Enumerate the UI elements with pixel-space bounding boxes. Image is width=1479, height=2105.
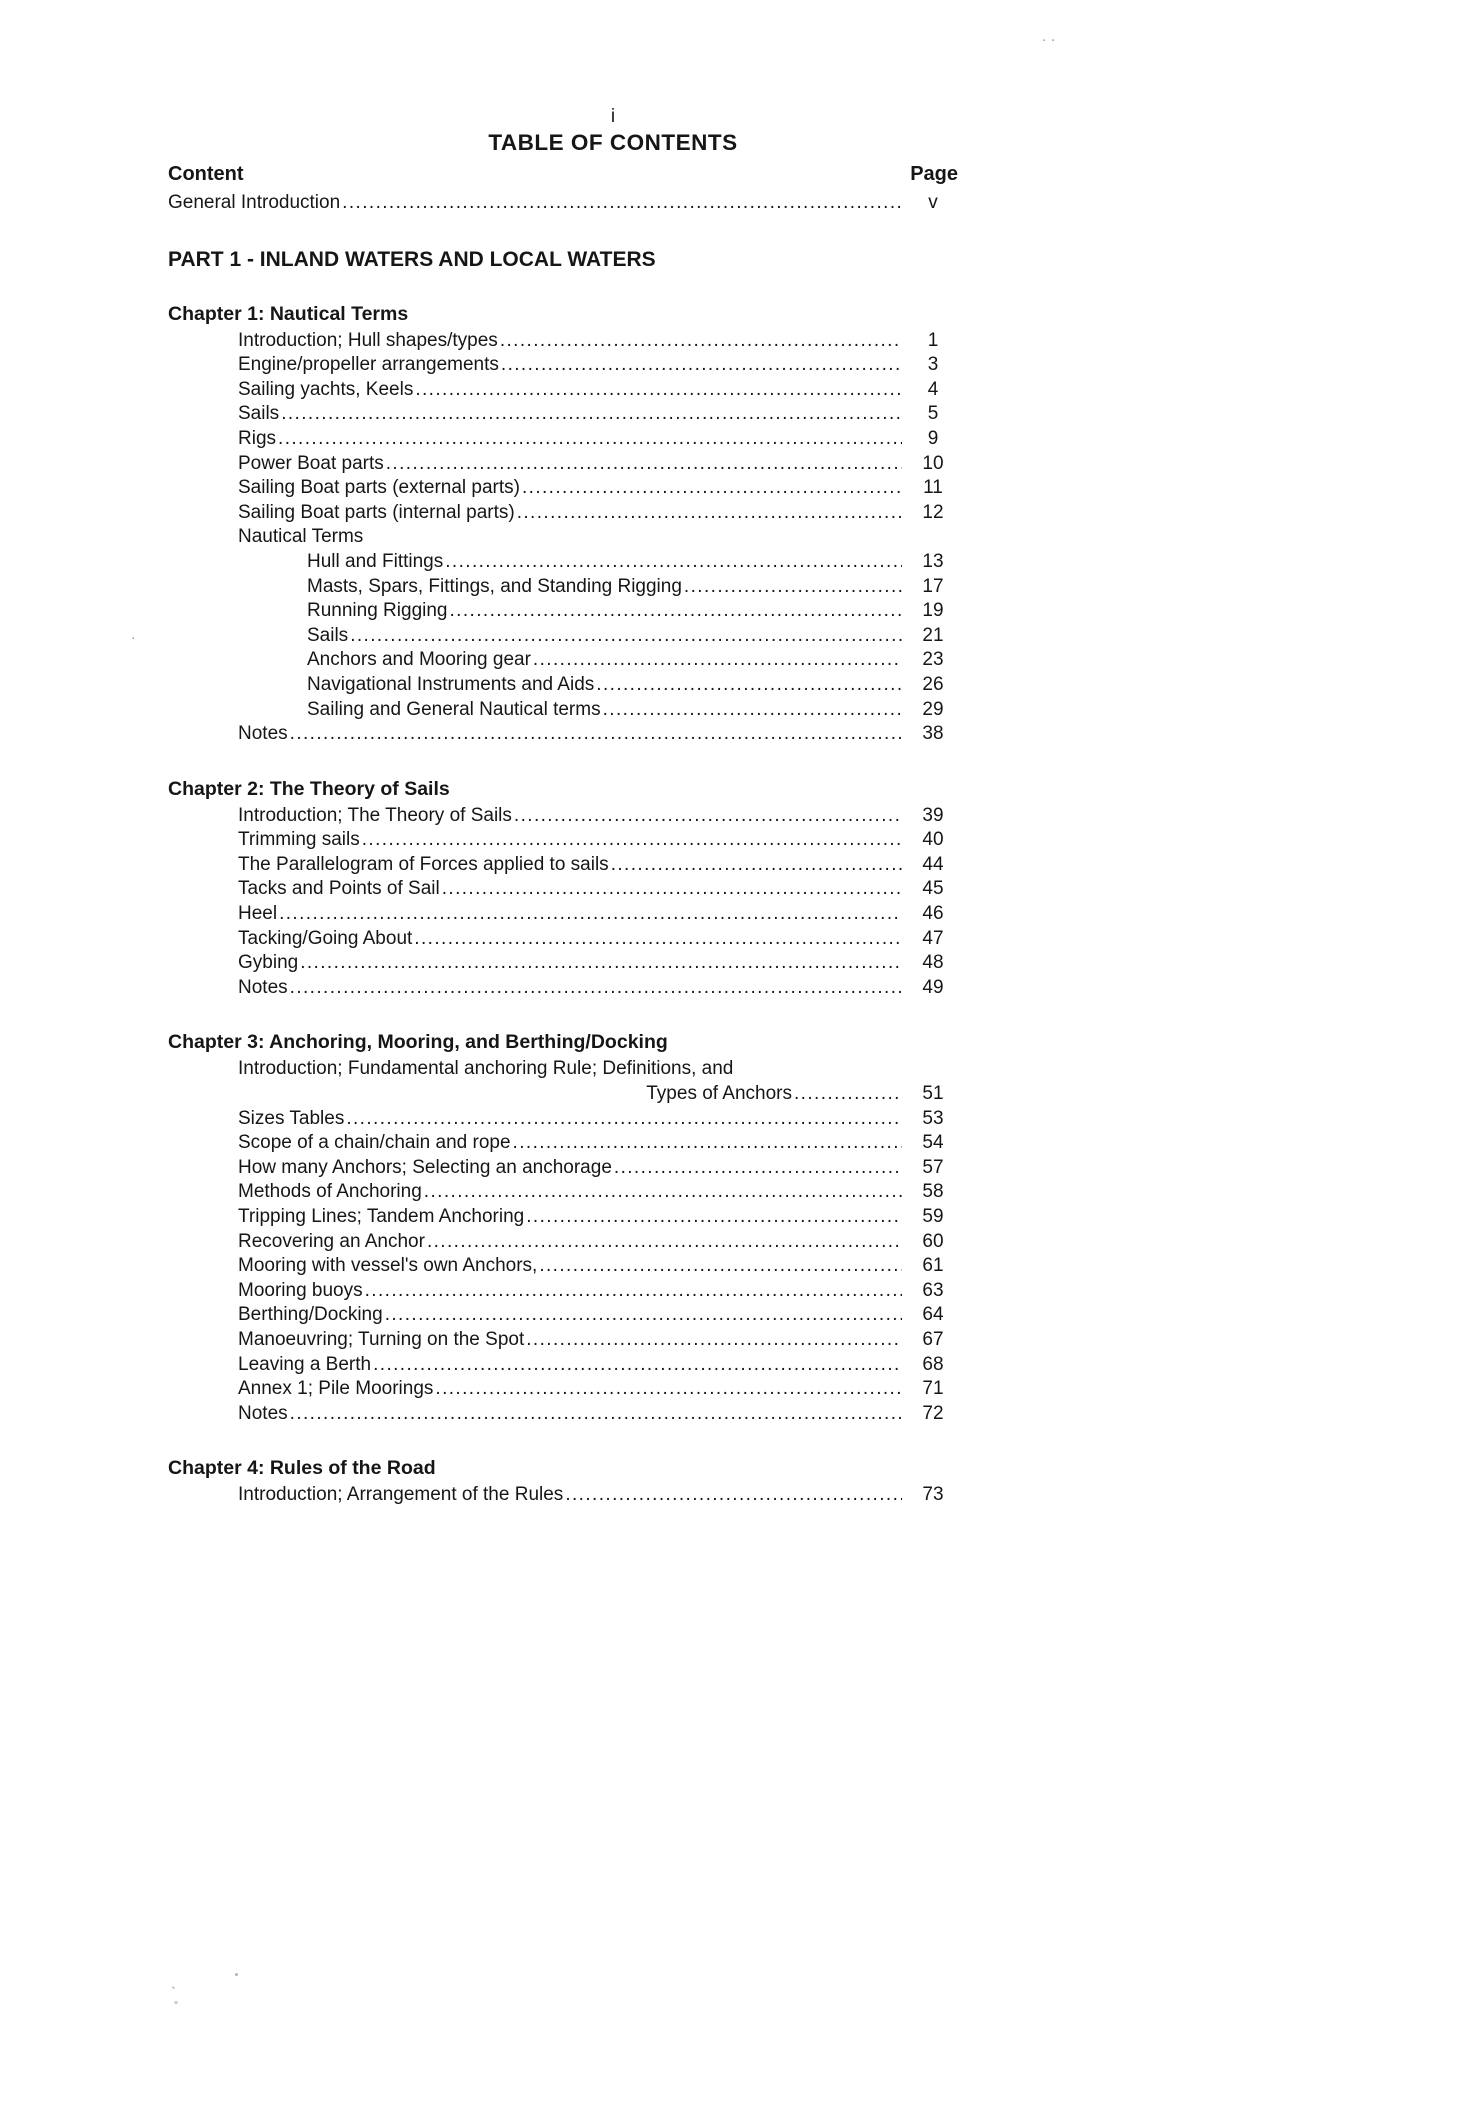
toc-entry-page: 59 — [922, 1206, 944, 1227]
dot-leader — [794, 1082, 902, 1107]
toc-entry-label: Types of Anchors — [646, 1083, 792, 1105]
dot-leader — [603, 698, 902, 723]
toc-entry-label: Berthing/Docking — [238, 1304, 383, 1326]
toc-entry-label: Tacks and Points of Sail — [238, 878, 440, 900]
toc-entry-label: Sailing Boat parts (internal parts) — [238, 501, 515, 523]
toc-row — [168, 722, 960, 747]
toc-row — [168, 951, 960, 976]
toc-row — [168, 1131, 960, 1156]
content-column-label: Content — [168, 163, 244, 185]
toc-entry-label: How many Anchors; Selecting an anchorage — [238, 1156, 612, 1178]
toc-row — [168, 902, 960, 927]
toc-entry-label: Sails — [307, 624, 349, 646]
dot-leader — [290, 1402, 902, 1427]
toc-row — [168, 1483, 960, 1508]
toc-entry-label: Notes — [238, 976, 288, 998]
dot-leader — [522, 476, 902, 501]
toc-entry-page: 67 — [922, 1328, 944, 1350]
toc-chapter — [168, 1031, 960, 1426]
dot-leader — [290, 976, 902, 1001]
page-folio: i — [610, 106, 616, 127]
toc-row — [168, 804, 960, 829]
toc-entry-page: 23 — [922, 649, 944, 671]
toc-entry-label: Heel — [238, 903, 278, 925]
toc-entry-page: 13 — [922, 550, 944, 572]
dot-leader — [427, 1230, 902, 1255]
dot-leader — [386, 452, 902, 477]
toc-entry-label: Running Rigging — [307, 600, 448, 622]
toc-entry-label: Trimming sails — [238, 829, 360, 851]
dot-leader — [526, 1328, 902, 1353]
toc-entry-page: 9 — [927, 427, 939, 449]
toc-entry-label: Introduction; The Theory of Sails — [238, 804, 512, 826]
toc-row — [168, 1205, 960, 1230]
chapters-container — [168, 303, 960, 1508]
dot-leader — [514, 804, 902, 829]
toc-row — [168, 1057, 960, 1082]
toc-entry-label: Introduction; Arrangement of the Rules — [238, 1484, 564, 1506]
dot-leader — [596, 673, 902, 698]
toc-entry-page: 48 — [922, 952, 944, 974]
toc-entry-label: The Parallelogram of Forces applied to sails — [238, 853, 609, 875]
toc-row — [168, 1107, 960, 1132]
dot-leader — [565, 1483, 902, 1508]
dot-leader — [500, 329, 902, 354]
dot-leader — [445, 550, 902, 575]
toc-row — [168, 329, 960, 354]
toc-row — [168, 1353, 960, 1378]
toc-row — [168, 427, 960, 452]
toc-entry-label: Navigational Instruments and Aids — [307, 673, 595, 695]
dot-leader — [362, 828, 902, 853]
toc-row — [168, 525, 960, 550]
toc-entry-label: Engine/propeller arrangements — [238, 354, 499, 376]
chapter-heading: Chapter 4: Rules of the Road — [168, 1457, 436, 1480]
toc-entry-page: 64 — [922, 1304, 944, 1326]
dot-leader — [350, 624, 902, 649]
toc-entry-page: 54 — [922, 1132, 944, 1154]
dot-leader — [300, 951, 902, 976]
toc-row — [168, 1082, 960, 1107]
toc-entry-page: 44 — [922, 853, 944, 875]
page-head — [168, 0, 1058, 156]
toc-entry-page: 12 — [922, 501, 944, 523]
toc-row — [168, 648, 960, 673]
toc-entry-page: 63 — [922, 1279, 944, 1301]
toc-row — [168, 1279, 960, 1304]
dot-leader — [684, 575, 902, 600]
toc-entry-page: 1 — [927, 329, 939, 351]
toc-row — [168, 853, 960, 878]
dot-leader — [424, 1180, 902, 1205]
dot-leader — [346, 1107, 902, 1132]
toc-entry-page: 4 — [927, 378, 939, 400]
toc-entry-label: General Introduction — [168, 192, 341, 213]
toc-entry-label: Annex 1; Pile Moorings — [238, 1378, 434, 1400]
general-introduction-row-host — [168, 191, 960, 216]
toc-header-row — [168, 163, 960, 186]
toc-entry-label: Introduction; Hull shapes/types — [238, 329, 498, 351]
toc-entry-page: 51 — [922, 1083, 944, 1105]
toc-entry-label: Scope of a chain/chain and rope — [238, 1132, 511, 1154]
toc-entry-page: v — [928, 192, 938, 213]
toc-row — [168, 976, 960, 1001]
toc-row — [168, 1254, 960, 1279]
toc-row — [168, 1377, 960, 1402]
toc-entry-page: 72 — [922, 1402, 944, 1424]
toc-entry-page: 53 — [922, 1107, 944, 1129]
toc-row — [168, 1180, 960, 1205]
toc-entry-label: Nautical Terms — [238, 526, 364, 548]
toc-entry-page: 26 — [922, 673, 944, 695]
dot-leader — [365, 1279, 902, 1304]
toc-row — [168, 1328, 960, 1353]
toc-entry-page: 3 — [927, 354, 939, 376]
dot-leader — [373, 1353, 902, 1378]
toc-entry-page: 45 — [922, 878, 944, 900]
toc-content — [168, 163, 960, 1508]
dot-leader — [513, 1131, 902, 1156]
toc-entry-page: 38 — [922, 723, 944, 745]
toc-entry-label: Rigs — [238, 427, 277, 449]
dot-leader — [435, 1377, 902, 1402]
dot-leader — [526, 1205, 902, 1230]
dot-leader — [281, 402, 902, 427]
chapter-heading: Chapter 3: Anchoring, Mooring, and Berthing/Docking — [168, 1031, 668, 1054]
toc-entry-label: Manoeuvring; Turning on the Spot — [238, 1328, 525, 1350]
toc-entry-page: 21 — [922, 624, 944, 646]
toc-entry-page: 17 — [922, 575, 944, 597]
scan-artifact: . . — [1042, 28, 1056, 45]
toc-entry-label: Sailing Boat parts (external parts) — [238, 477, 520, 499]
dot-leader — [442, 877, 902, 902]
toc-row — [168, 550, 960, 575]
dot-leader — [290, 722, 902, 747]
toc-row — [168, 599, 960, 624]
toc-entry-page: 58 — [922, 1181, 944, 1203]
toc-row — [168, 1156, 960, 1181]
chapter-heading: Chapter 2: The Theory of Sails — [168, 777, 450, 800]
toc-row — [168, 452, 960, 477]
toc-entry-page: 71 — [922, 1378, 944, 1400]
toc-entry-label: Gybing — [238, 952, 299, 974]
toc-entry-label: Tripping Lines; Tandem Anchoring — [238, 1206, 525, 1227]
toc-entry-label: Power Boat parts — [238, 452, 384, 474]
toc-row — [168, 1230, 960, 1255]
scan-artifact — [235, 1973, 238, 1976]
toc-entry-label: Mooring with vessel's own Anchors, — [238, 1255, 538, 1277]
toc-row — [168, 828, 960, 853]
toc-entry-page: 57 — [922, 1156, 944, 1178]
dot-leader — [533, 648, 902, 673]
toc-entry-label: Sizes Tables — [238, 1107, 345, 1129]
part-heading: PART 1 - INLAND WATERS AND LOCAL WATERS — [168, 247, 656, 271]
toc-row — [168, 1303, 960, 1328]
toc-entry-label: Masts, Spars, Fittings, and Standing Rigging — [307, 575, 682, 597]
toc-entry-page: 73 — [922, 1484, 944, 1506]
toc-entry-page: 49 — [922, 976, 944, 998]
toc-entry-page: 11 — [923, 477, 943, 499]
toc-entry-page: 46 — [922, 903, 944, 925]
toc-entry-label: Notes — [238, 723, 288, 745]
toc-entry-label: Leaving a Berth — [238, 1353, 372, 1375]
dot-leader — [501, 353, 902, 378]
toc-entry-label: Sailing and General Nautical terms — [307, 698, 601, 720]
toc-entry-page: 68 — [922, 1353, 944, 1375]
toc-entry-label: Methods of Anchoring — [238, 1181, 422, 1203]
dot-leader — [415, 378, 902, 403]
toc-entry-label: Anchors and Mooring gear — [307, 649, 531, 671]
toc-entry-page: 47 — [922, 927, 944, 949]
toc-chapter — [168, 1457, 960, 1508]
toc-row — [168, 191, 960, 216]
toc-row — [168, 1402, 960, 1427]
toc-row — [168, 698, 960, 723]
toc-row — [168, 673, 960, 698]
toc-entry-page: 19 — [922, 600, 944, 622]
toc-entry-label: Sails — [238, 403, 280, 425]
toc-entry-label: Introduction; Fundamental anchoring Rule; Definitions, and — [238, 1058, 734, 1080]
dot-leader — [611, 853, 902, 878]
toc-entry-page: 39 — [922, 804, 944, 826]
scan-artifact: . — [131, 626, 136, 643]
dot-leader — [539, 1254, 902, 1279]
toc-entry-label: Notes — [238, 1402, 288, 1424]
dot-leader — [414, 927, 902, 952]
toc-entry-label: Tacking/Going About — [238, 927, 413, 949]
toc-row — [168, 501, 960, 526]
chapter-heading: Chapter 1: Nautical Terms — [168, 302, 409, 325]
toc-entry-page: 5 — [927, 403, 939, 425]
toc-row — [168, 927, 960, 952]
toc-entry-page: 61 — [922, 1255, 944, 1277]
dot-leader — [279, 902, 902, 927]
toc-entry-page: 40 — [922, 829, 944, 851]
toc-row — [168, 476, 960, 501]
toc-row — [168, 624, 960, 649]
toc-chapter — [168, 303, 960, 747]
page-column-label: Page — [910, 163, 958, 185]
dot-leader — [278, 427, 902, 452]
dot-leader — [517, 501, 902, 526]
toc-row — [168, 378, 960, 403]
toc-entry-page: 60 — [922, 1230, 944, 1252]
dot-leader — [385, 1303, 902, 1328]
toc-entry-label: Hull and Fittings — [307, 550, 444, 572]
toc-row — [168, 402, 960, 427]
dot-leader — [342, 191, 902, 216]
toc-chapter — [168, 778, 960, 1001]
page-title: TABLE OF CONTENTS — [488, 130, 738, 155]
toc-entry-page: 29 — [922, 698, 944, 720]
toc-entry-page: 10 — [922, 452, 944, 474]
toc-row — [168, 877, 960, 902]
toc-entry-label: Sailing yachts, Keels — [238, 378, 414, 400]
dot-leader — [614, 1156, 902, 1181]
toc-entry-label: Mooring buoys — [238, 1279, 363, 1301]
toc-row — [168, 575, 960, 600]
dot-leader — [450, 599, 903, 624]
toc-entry-label: Recovering an Anchor — [238, 1230, 425, 1252]
toc-row — [168, 353, 960, 378]
